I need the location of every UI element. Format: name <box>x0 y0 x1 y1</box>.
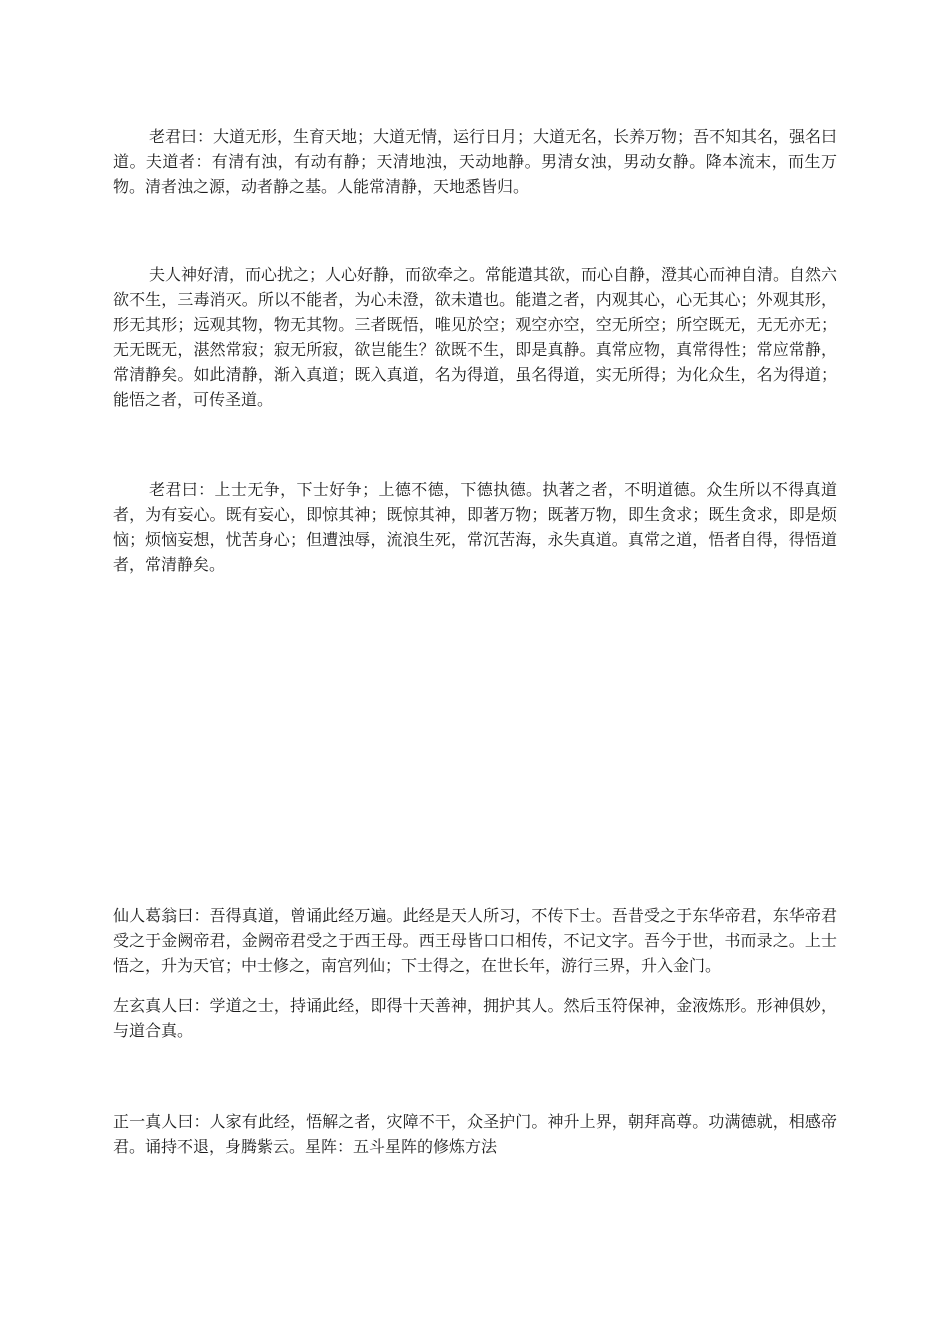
paragraph-geweng: 仙人葛翁曰：吾得真道，曾诵此经万遍。此经是天人所习，不传下士。吾昔受之于东华帝君，东华帝君受之于金阙帝君，金阙帝君受之于西王母。西王母皆口口相传，不记文字。吾今于世，书而录之。上士悟之，升为天官；中士修之，南宫列仙；下士得之，在世长年，游行三界，升入金门。 <box>113 906 837 975</box>
paragraph-laojun-1: 老君曰：大道无形，生育天地；大道无情，运行日月；大道无名，长养万物；吾不知其名，强名曰道。夫道者：有清有浊，有动有静；天清地浊，天动地静。男清女浊，男动女静。降本流末，而生万物。清者浊之源，动者静之基。人能常清静，天地悉皆归。 <box>113 127 838 196</box>
paragraph-zuoxuan: 左玄真人曰：学道之士，持诵此经，即得十天善神，拥护其人。然后玉符保神，金液炼形。形神俱妙，与道合真。 <box>113 996 837 1040</box>
paragraph-zhengyi: 正一真人曰：人家有此经，悟解之者，灾障不干，众圣护门。神升上界，朝拜高尊。功满德就，相感帝君。诵持不退，身腾紫云。星阵：五斗星阵的修炼方法 <box>113 1112 837 1156</box>
paragraph-furen-shen: 夫人神好清，而心扰之；人心好静，而欲牵之。常能遣其欲，而心自静，澄其心而神自清。自然六欲不生，三毒消灭。所以不能者，为心未澄，欲未遣也。能遣之者，内观其心，心无其心；外观其形，形无其形；远观其物，物无其物。三者既悟，唯见於空；观空亦空，空无所空；所空既无，无无亦无；无无既无，湛然常寂；寂无所寂，欲岂能生？欲既不生，即是真静。真常应物，真常得性；常应常静，常清静矣。如此清静，渐入真道；既入真道，名为得道，虽名得道，实无所得；为化众生，名为得道；能悟之者，可传圣道。 <box>113 265 838 409</box>
paragraph-laojun-2: 老君曰：上士无争，下士好争；上德不德，下德执德。执著之者，不明道德。众生所以不得真道者，为有妄心。既有妄心，即惊其神；既惊其神，即著万物；既著万物，即生贪求；既生贪求，即是烦恼；烦恼妄想，忧苦身心；但遭浊辱，流浪生死，常沉苦海，永失真道。真常之道，悟者自得，得悟道者，常清静矣。 <box>113 480 837 574</box>
